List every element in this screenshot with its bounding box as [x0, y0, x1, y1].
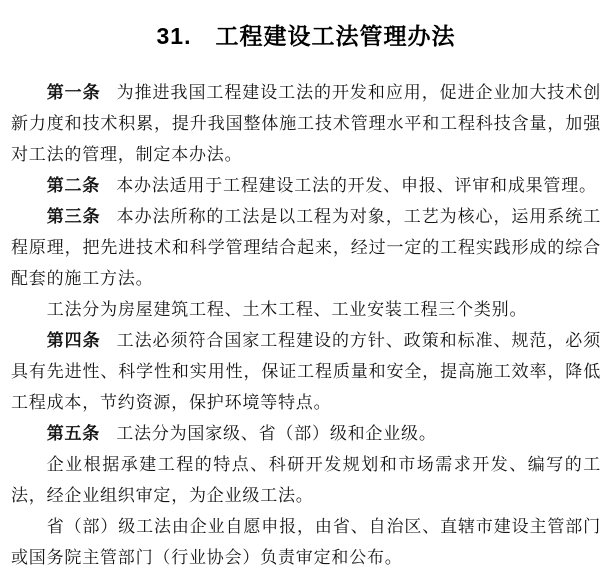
article-label-1: 第一条 [46, 83, 101, 102]
document-title: 31. 工程建设工法管理办法 [156, 23, 456, 49]
article-label-6: 第五条 [46, 424, 101, 443]
paragraph-article-2 [11, 170, 601, 201]
article-label-3: 第三条 [46, 207, 101, 226]
paragraph-text-6: 工法分为国家级、省（部）级和企业级。 [116, 424, 437, 443]
paragraph-continuation-2 [11, 449, 601, 511]
paragraph-text-3: 本办法所称的工法是以工程为对象，工艺为核心，运用系统工程原理，把先进技术和科学管理结合起来，经过一定的工程实践形成的综合配套的施工方法。 [11, 207, 601, 288]
paragraph-text-7: 企业根据承建工程的特点、科研开发规划和市场需求开发、编写的工法，经企业组织审定，为企业级工法。 [11, 455, 601, 505]
paragraph-article-1 [11, 77, 601, 170]
paragraph-article-4 [11, 325, 601, 418]
paragraph-text-2: 本办法适用于工程建设工法的开发、申报、评审和成果管理。 [116, 176, 597, 195]
paragraph-text-5: 工法必须符合国家工程建设的方针、政策和标准、规范，必须具有先进性、科学性和实用性，保证工程质量和安全，提高施工效率，降低工程成本，节约资源，保护环境等特点。 [11, 331, 601, 412]
paragraph-text-8: 省（部）级工法由企业自愿申报，由省、自治区、直辖市建设主管部门或国务院主管部门（行业协会）负责审定和公布。 [11, 517, 601, 567]
paragraph-text-1: 为推进我国工程建设工法的开发和应用，促进企业加大技术创新力度和技术积累，提升我国整体施工技术管理水平和工程科技含量，加强对工法的管理，制定本办法。 [11, 83, 601, 164]
paragraph-text-4: 工法分为房屋建筑工程、土木工程、工业安装工程三个类别。 [46, 300, 528, 319]
paragraph-article-5 [11, 418, 601, 449]
paragraph-continuation-3 [11, 511, 601, 573]
paragraph-article-3 [11, 201, 601, 294]
article-label-5: 第四条 [46, 331, 101, 350]
article-label-2: 第二条 [46, 176, 101, 195]
paragraph-continuation-1 [11, 294, 601, 325]
